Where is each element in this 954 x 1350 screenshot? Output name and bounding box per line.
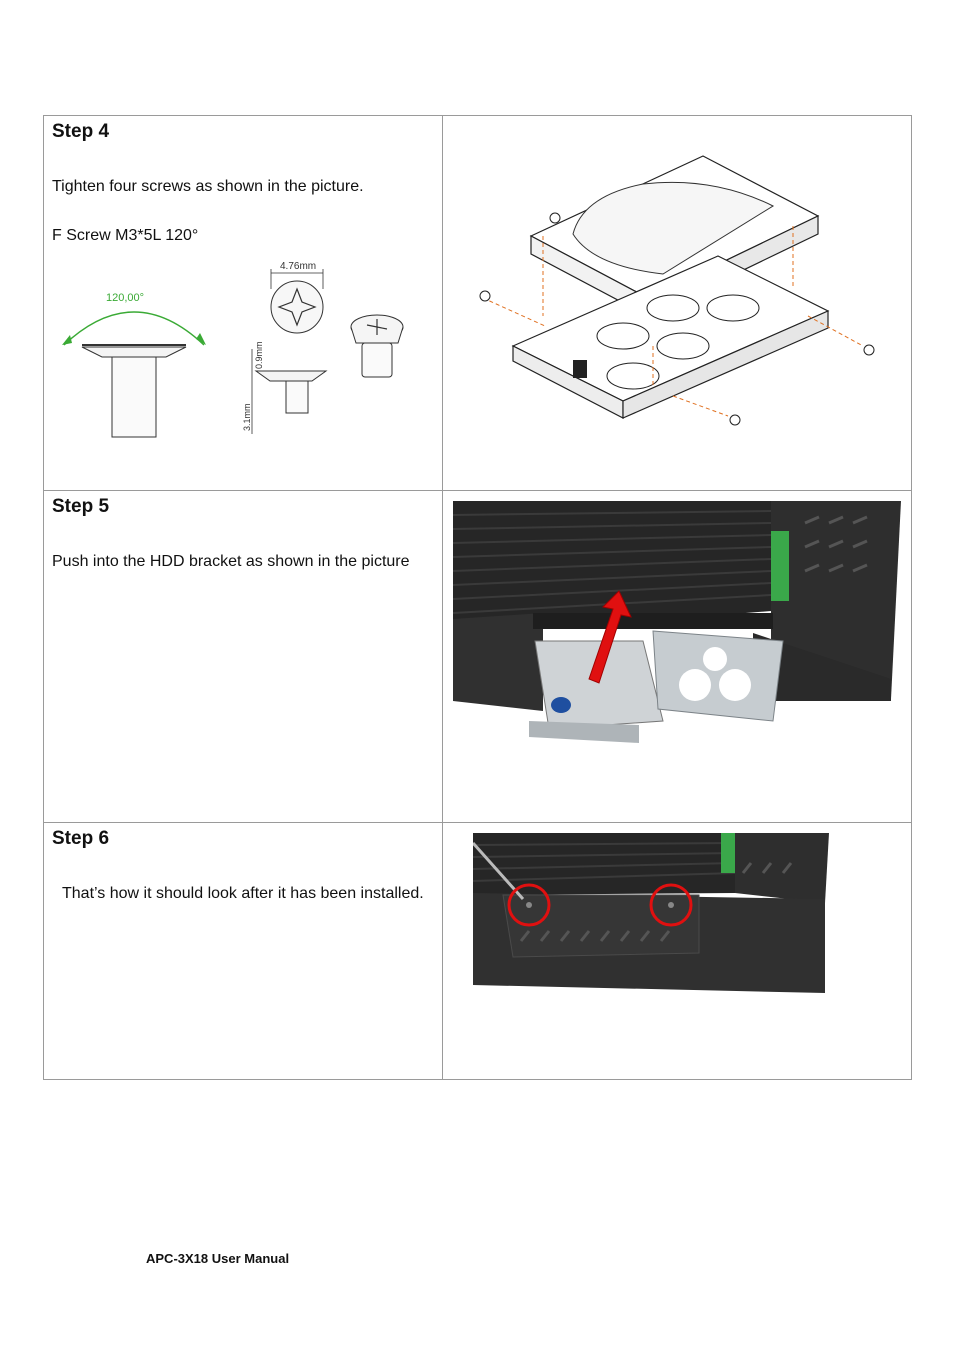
step-6-title: Step 6: [52, 828, 110, 849]
step-4-text-cell: [44, 116, 443, 491]
instruction-table: [43, 115, 912, 1080]
step-4-description: Tighten four screws as shown in the picture.: [52, 178, 364, 195]
screw-spec: F Screw M3*5L 120°: [52, 227, 199, 244]
step-5-description: Push into the HDD bracket as shown in the picture: [52, 553, 410, 570]
step-4-row: [44, 116, 912, 491]
head-height-dim-label: 0.9mm: [254, 341, 264, 369]
installed-hdd-photo: [473, 833, 831, 998]
step-6-row: [44, 823, 912, 1080]
hdd-bracket-exploded-drawing: [473, 146, 883, 446]
screw-dimension-drawing: [44, 259, 424, 459]
step-6-text-cell: [44, 823, 443, 1080]
shaft-length-dim-label: 3.1mm: [242, 403, 252, 431]
hdd-insertion-photo: [453, 501, 901, 769]
step-6-description: That’s how it should look after it has been installed.: [62, 885, 424, 902]
head-width-dim-label: 4.76mm: [280, 261, 317, 272]
step-6-image-cell: [443, 823, 912, 1080]
step-5-row: [44, 491, 912, 823]
step-4-title: Step 4: [52, 121, 110, 142]
step-5-image-cell: [443, 491, 912, 823]
footer-manual-title: APC-3X18 User Manual: [146, 1251, 290, 1266]
step-5-text-cell: [44, 491, 443, 823]
step-5-title: Step 5: [52, 496, 110, 517]
step-4-image-cell: [443, 116, 912, 491]
angle-dim-label: 120,00°: [106, 292, 145, 304]
